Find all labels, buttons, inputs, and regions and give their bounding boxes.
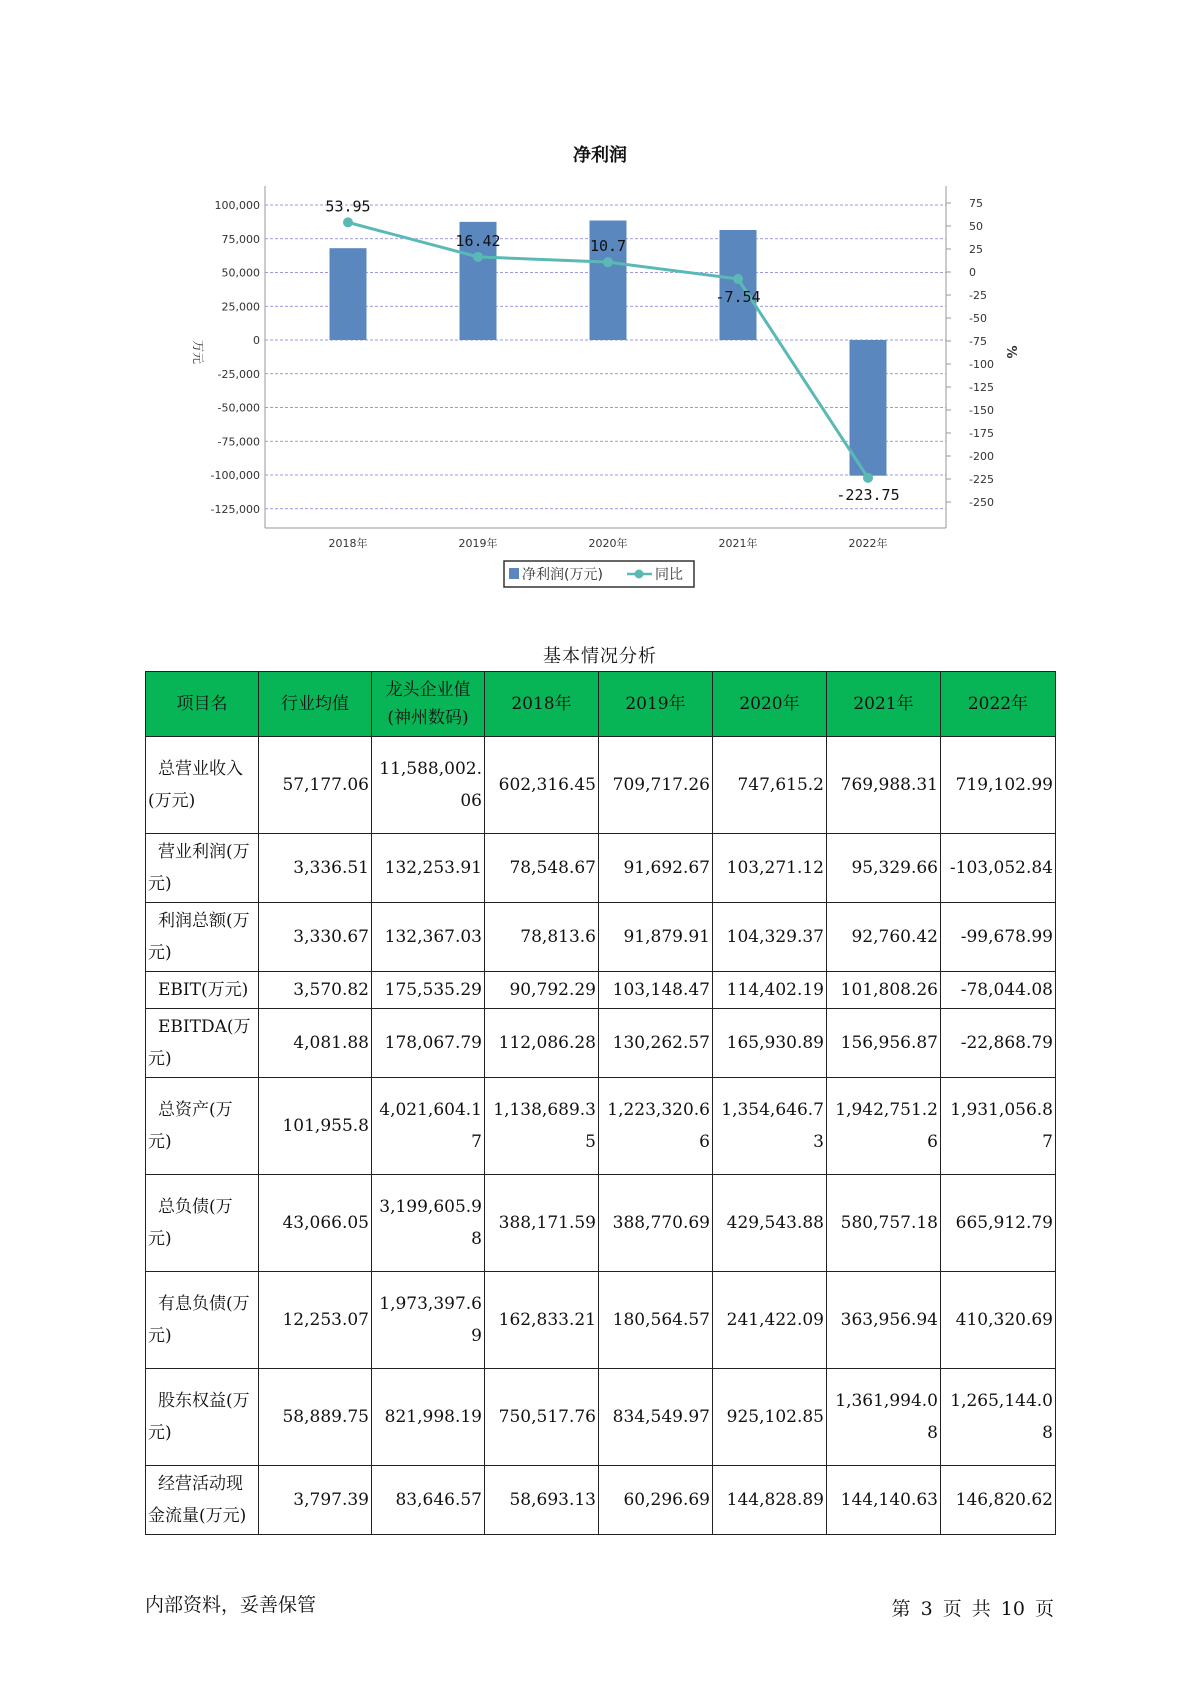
row-label — [146, 972, 259, 1009]
table-row — [146, 1175, 1056, 1272]
table-cell: 101,955.8 — [259, 1078, 372, 1175]
table-row — [146, 834, 1056, 903]
yoy-point — [473, 252, 483, 262]
chart-title: 净利润 — [573, 145, 627, 166]
x-tick-label: 2018年 — [328, 537, 368, 550]
chart-yoy-line — [343, 217, 873, 482]
right-tick-label: -50 — [969, 312, 987, 325]
x-tick-label: 2019年 — [458, 537, 498, 550]
table-cell: 91,879.91 — [599, 903, 713, 972]
table-cell: 1,138,689.35 — [485, 1078, 599, 1175]
table-cell: 114,402.19 — [713, 972, 827, 1009]
left-tick-label: 50,000 — [221, 266, 260, 280]
table-cell: 1,942,751.26 — [827, 1078, 941, 1175]
table-cell: 78,548.67 — [485, 834, 599, 903]
row-label-text: EBIT(万元) — [158, 980, 249, 1000]
table-row — [146, 1078, 1056, 1175]
row-label — [146, 1369, 259, 1466]
table-cell: 602,316.45 — [485, 737, 599, 834]
table-cell: 11,588,002.06 — [372, 737, 485, 834]
left-tick-label: 0 — [253, 334, 260, 347]
yoy-point — [603, 257, 613, 267]
table-row — [146, 1369, 1056, 1466]
row-label-text: EBITDA(万元) — [148, 1017, 251, 1069]
table-cell: 3,336.51 — [259, 834, 372, 903]
left-tick-label: -50,000 — [217, 401, 260, 415]
table-cell: 92,760.42 — [827, 903, 941, 972]
x-tick-label: 2020年 — [588, 537, 628, 550]
row-label-text: 营业利润(万元) — [148, 842, 250, 894]
table-cell: 144,140.63 — [827, 1466, 941, 1535]
legend-net-profit: 净利润(万元) — [522, 567, 603, 583]
table-cell: 58,693.13 — [485, 1466, 599, 1535]
table-row — [146, 737, 1056, 834]
table-cell: 144,828.89 — [713, 1466, 827, 1535]
table-cell: 1,265,144.08 — [941, 1369, 1056, 1466]
x-axis-ticks — [329, 536, 888, 550]
footer-page-number: 第 3 页 共 10 页 — [891, 1598, 1054, 1620]
left-tick-label: 25,000 — [221, 300, 260, 314]
net-profit-bar — [330, 248, 367, 340]
table-cell: 132,367.03 — [372, 903, 485, 972]
table-cell: 719,102.99 — [941, 737, 1056, 834]
table-cell: 1,931,056.87 — [941, 1078, 1056, 1175]
net-profit-bar — [720, 230, 757, 340]
table-cell: 747,615.2 — [713, 737, 827, 834]
table-cell: 175,535.29 — [372, 972, 485, 1009]
table-cell: 1,223,320.66 — [599, 1078, 713, 1175]
table-cell: 103,148.47 — [599, 972, 713, 1009]
table-cell: 103,271.12 — [713, 834, 827, 903]
table-header-row — [146, 672, 1056, 737]
table-cell: 43,066.05 — [259, 1175, 372, 1272]
legend-yoy: 同比 — [655, 567, 683, 583]
table-cell: 112,086.28 — [485, 1009, 599, 1078]
table-row — [146, 1272, 1056, 1369]
table-cell: 750,517.76 — [485, 1369, 599, 1466]
table-cell: 60,296.69 — [599, 1466, 713, 1535]
table-cell: 821,998.19 — [372, 1369, 485, 1466]
row-label — [146, 1466, 259, 1535]
left-tick-label: 75,000 — [221, 232, 260, 246]
net-profit-chart — [0, 0, 1191, 600]
table-cell: 3,570.82 — [259, 972, 372, 1009]
header-2022: 2022年 — [941, 672, 1056, 737]
table-row — [146, 1009, 1056, 1078]
yoy-data-label: -223.75 — [836, 485, 900, 504]
table-cell: 580,757.18 — [827, 1175, 941, 1272]
table-cell: 3,199,605.98 — [372, 1175, 485, 1272]
right-tick-label: -75 — [969, 335, 987, 348]
chart-data-labels — [325, 197, 899, 503]
table-cell: 130,262.57 — [599, 1009, 713, 1078]
left-axis-label: 万元 — [191, 339, 205, 365]
row-label-text: 总资产(万元) — [148, 1100, 233, 1152]
row-label-text: 总负债(万元) — [148, 1197, 233, 1249]
table-cell: 665,912.79 — [941, 1175, 1056, 1272]
header-item-name: 项目名 — [146, 672, 259, 737]
right-tick-label: -125 — [969, 381, 994, 394]
table-cell: 709,717.26 — [599, 737, 713, 834]
row-label-text: 股东权益(万元) — [148, 1391, 250, 1443]
table-cell: 388,770.69 — [599, 1175, 713, 1272]
table-cell: 146,820.62 — [941, 1466, 1056, 1535]
table-cell: 1,973,397.69 — [372, 1272, 485, 1369]
table-cell: 834,549.97 — [599, 1369, 713, 1466]
row-label — [146, 1272, 259, 1369]
row-label — [146, 903, 259, 972]
right-axis-ticks — [946, 197, 994, 509]
legend-bar-swatch — [509, 568, 519, 579]
yoy-data-label: 16.42 — [455, 231, 501, 250]
table-row — [146, 1466, 1056, 1535]
right-axis-label: % — [1003, 345, 1018, 359]
left-tick-label: -100,000 — [210, 469, 260, 482]
table-cell: 12,253.07 — [259, 1272, 372, 1369]
table-cell: 156,956.87 — [827, 1009, 941, 1078]
header-leader-value: 龙头企业值(神州数码) — [372, 672, 485, 737]
row-label — [146, 1175, 259, 1272]
header-2020: 2020年 — [713, 672, 827, 737]
table-cell: 3,330.67 — [259, 903, 372, 972]
table-cell: 180,564.57 — [599, 1272, 713, 1369]
row-label-text: 有息负债(万元) — [148, 1294, 250, 1346]
footer-confidential-note: 内部资料，妥善保管 — [145, 1594, 317, 1616]
table-cell: 104,329.37 — [713, 903, 827, 972]
header-industry-avg: 行业均值 — [259, 672, 372, 737]
row-label-text: 总营业收入(万元) — [148, 759, 243, 811]
yoy-data-label: -7.54 — [715, 287, 761, 306]
x-tick-label: 2022年 — [848, 537, 888, 550]
table-cell: -103,052.84 — [941, 834, 1056, 903]
left-tick-label: -75,000 — [217, 435, 260, 449]
table-cell: 363,956.94 — [827, 1272, 941, 1369]
row-label — [146, 834, 259, 903]
legend-line-marker — [635, 570, 644, 579]
row-label-text: 利润总额(万元) — [148, 911, 250, 963]
table-cell: -78,044.08 — [941, 972, 1056, 1009]
table-cell: 925,102.85 — [713, 1369, 827, 1466]
left-tick-label: -125,000 — [210, 502, 260, 516]
table-cell: 1,361,994.08 — [827, 1369, 941, 1466]
left-tick-label: 100,000 — [214, 199, 260, 212]
right-tick-label: -225 — [969, 473, 994, 486]
table-cell: 91,692.67 — [599, 834, 713, 903]
header-2018: 2018年 — [485, 672, 599, 737]
table-cell: -99,678.99 — [941, 903, 1056, 972]
header-2021: 2021年 — [827, 672, 941, 737]
table-cell: 57,177.06 — [259, 737, 372, 834]
table-row — [146, 903, 1056, 972]
chart-legend — [504, 561, 694, 587]
table-cell: 4,021,604.17 — [372, 1078, 485, 1175]
yoy-point — [863, 473, 873, 483]
x-tick-label: 2021年 — [718, 537, 758, 550]
row-label-text: 经营活动现金流量(万元) — [148, 1474, 247, 1526]
table-cell: 769,988.31 — [827, 737, 941, 834]
table-cell: 132,253.91 — [372, 834, 485, 903]
right-tick-label: -150 — [969, 404, 994, 417]
table-cell: 162,833.21 — [485, 1272, 599, 1369]
table-cell: 3,797.39 — [259, 1466, 372, 1535]
table-cell: 78,813.6 — [485, 903, 599, 972]
table-cell: 101,808.26 — [827, 972, 941, 1009]
yoy-data-label: 10.7 — [589, 237, 627, 256]
right-tick-label: -100 — [969, 358, 994, 371]
right-tick-label: 25 — [969, 243, 983, 256]
right-tick-label: 75 — [969, 197, 983, 210]
table-cell: 4,081.88 — [259, 1009, 372, 1078]
yoy-point — [343, 217, 353, 227]
table-cell: 388,171.59 — [485, 1175, 599, 1272]
basic-analysis-table — [145, 671, 1056, 1535]
right-tick-label: -250 — [969, 496, 994, 509]
header-2019: 2019年 — [599, 672, 713, 737]
table-cell: 90,792.29 — [485, 972, 599, 1009]
left-tick-label: -25,000 — [217, 367, 260, 381]
table-cell: 241,422.09 — [713, 1272, 827, 1369]
row-label — [146, 1009, 259, 1078]
row-label — [146, 737, 259, 834]
table-row — [146, 972, 1056, 1009]
table-cell: 83,646.57 — [372, 1466, 485, 1535]
table-cell: 95,329.66 — [827, 834, 941, 903]
table-cell: 410,320.69 — [941, 1272, 1056, 1369]
table-cell: 178,067.79 — [372, 1009, 485, 1078]
table-cell: 58,889.75 — [259, 1369, 372, 1466]
table-cell: 429,543.88 — [713, 1175, 827, 1272]
table-caption: 基本情况分析 — [543, 646, 657, 667]
table-cell: 165,930.89 — [713, 1009, 827, 1078]
yoy-point — [733, 274, 743, 284]
right-tick-label: -175 — [969, 427, 994, 440]
right-tick-label: -25 — [969, 289, 987, 302]
right-tick-label: 50 — [969, 220, 983, 233]
yoy-data-label: 53.95 — [325, 197, 371, 216]
right-tick-label: 0 — [969, 266, 976, 279]
table-cell: 1,354,646.73 — [713, 1078, 827, 1175]
row-label — [146, 1078, 259, 1175]
right-tick-label: -200 — [969, 450, 994, 463]
table-cell: -22,868.79 — [941, 1009, 1056, 1078]
left-axis-ticks — [211, 199, 260, 516]
